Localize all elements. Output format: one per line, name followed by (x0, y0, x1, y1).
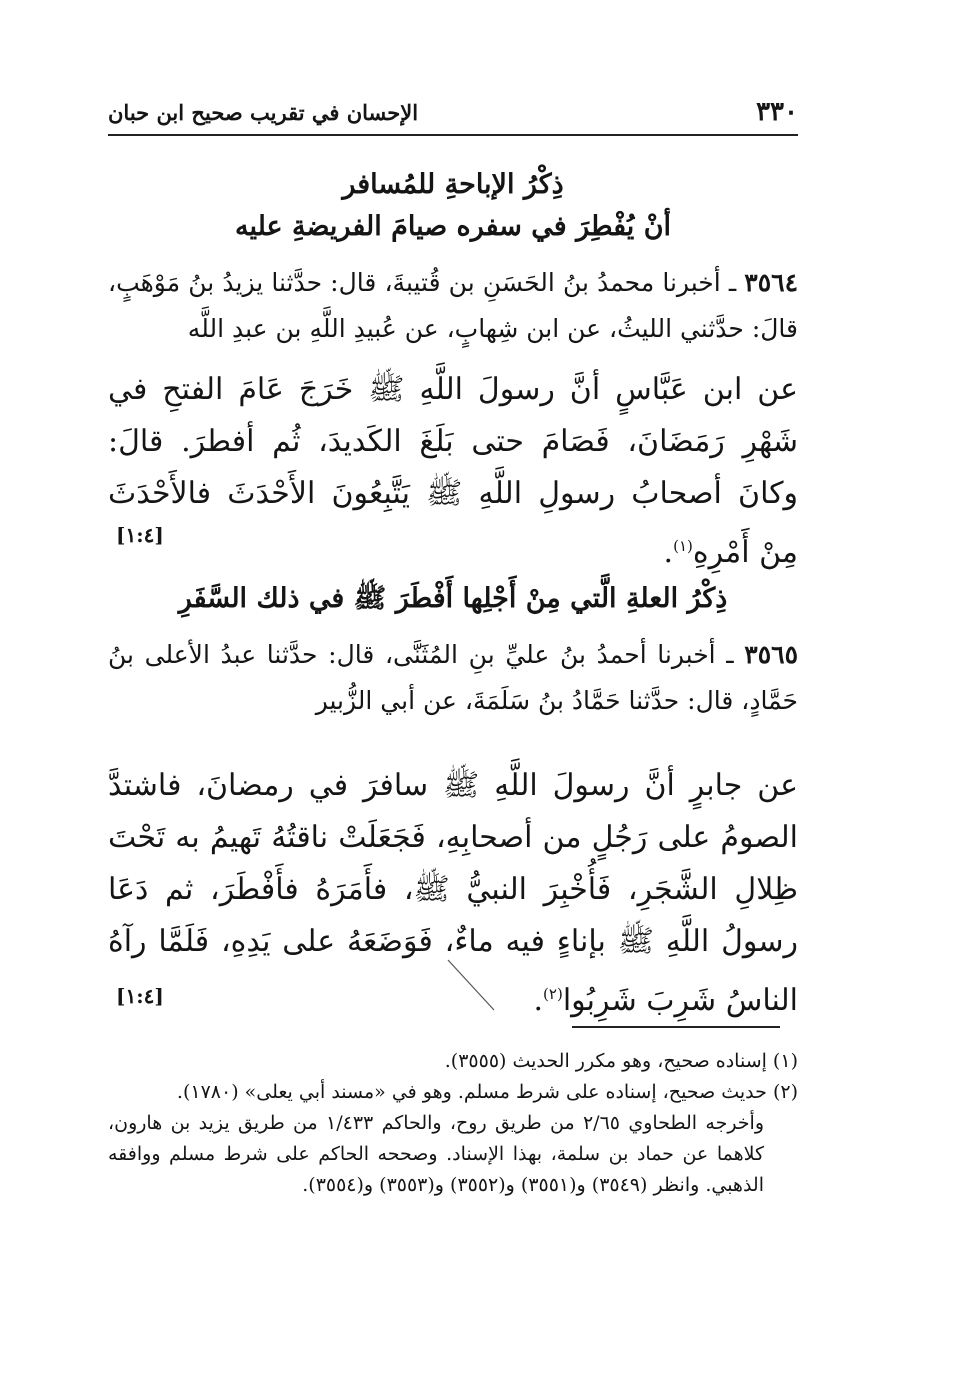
matn-text: عن ابن عَبَّاسٍ أنَّ رسولَ اللَّهِ ﷺ خَرَجَ عَامَ الفتحِ في شَهْرِ رَمَضَانَ، فَصَامَ حتى بَلَغَ الكَديدَ، ثُم أفطرَ. قالَ: وكانَ أصحابُ رسولِ اللَّهِ ﷺ يَتَّبِعُونَ الأَحْدَثَ فالأَحْدَثَ مِنْ أَمْرِهِ (108, 372, 798, 570)
isnad-text: أخبرنا محمدُ بنُ الحَسَنِ بن قُتيبةَ، قال: حدَّثنا يزيدُ بنُ مَوْهَبٍ، قالَ: حدَّثني الليثُ، عن ابن شِهابٍ، عن عُبيدِ اللَّهِ بن عبدِ اللَّه (108, 268, 798, 343)
footnote-ref-1[interactable]: (١) (673, 537, 693, 555)
chapter-heading-1 (108, 164, 798, 248)
footnote-1: (١) إسناده صحيح، وهو مكرر الحديث (٣٥٥٥). (444, 1050, 798, 1072)
hadith-grade-2: [١:٤] (116, 984, 164, 1008)
isnad-text: أخبرنا أحمدُ بنُ عليِّ بنِ المُثَنَّى، قال: حدَّثنا عبدُ الأعلى بنُ حَمَّادٍ، قال: حدَّثنا حَمَّادُ بنُ سَلَمَةَ، عن أبي الزُّبير (108, 640, 798, 715)
hadith-grade-1: [١:٤] (116, 523, 164, 547)
hadith-number: ٣٥٦٥ (744, 640, 798, 669)
footnote-separator (572, 1026, 780, 1028)
hadith-dash: ـ (715, 640, 745, 669)
chapter-heading-2 (108, 578, 798, 620)
hadith-dash: ـ (720, 268, 745, 297)
hadith-3565-isnad (108, 632, 798, 724)
hadith-3564-isnad (108, 260, 798, 352)
matn-end-mark: . (533, 983, 544, 1018)
chapter-heading-1-line-1: ذِكْرُ الإباحةِ للمُسافر (342, 169, 564, 200)
page-number: ٣٣٠ (756, 97, 798, 127)
running-head (108, 92, 798, 132)
hadith-number: ٣٥٦٤ (744, 268, 798, 297)
matn-text: عن جابرٍ أنَّ رسولَ اللَّهِ ﷺ سافرَ في رمضانَ، فاشتدَّ الصومُ على رَجُلٍ من أصحابِهِ، فَجَعَلَتْ ناقتُهُ تَهيمُ به تَحْتَ ظِلالِ الشَّجَرِ، فَأُخْبِرَ النبيُّ ﷺ، فأَمَرَهُ فأَفْطَرَ، ثم دَعَا رسولُ اللَّهِ ﷺ بإناءٍ فيه ماءٌ، فَوَضَعَهُ على يَدِهِ، فَلَمَّا رآهُ الناسُ شَرِبَ شَرِبُوا (108, 768, 798, 1018)
stray-pen-mark (444, 958, 498, 1012)
footnotes (108, 1046, 798, 1201)
chapter-heading-1-line-2: أنْ يُفْطِرَ في سفره صيامَ الفريضةِ عليه (234, 211, 672, 242)
chapter-heading-2-line: ذِكْرُ العلةِ الَّتي مِنْ أَجْلِها أَفْطَرَ ﷺ في ذلك السَّفَرِ (178, 583, 728, 614)
book-title: الإحسان في تقريب صحيح ابن حبان (108, 99, 419, 125)
footnote-ref-2[interactable]: (٢) (543, 985, 563, 1003)
footnote-2-continuation: وأخرجه الطحاوي ٢/٦٥ من طريق روح، والحاكم ١/٤٣٣ من طريق يزيد بن هارون، كلاهما عن حماد بن سلمة، بهذا الإسناد. وصححه الحاكم على شرط مسلم ووافقه الذهبي. وانظر (٣٥٤٩) و(٣٥٥١) و(٣٥٥٢) و(٣٥٥٣) و(٣٥٥٤). (108, 1112, 765, 1196)
matn-end-mark: . (663, 535, 674, 570)
header-rule (108, 134, 798, 136)
footnote-2: (٢) حديث صحيح، إسناده على شرط مسلم. وهو في «مسند أبي يعلى» (١٧٨٠). (176, 1081, 798, 1103)
hadith-3564-matn (108, 364, 798, 579)
